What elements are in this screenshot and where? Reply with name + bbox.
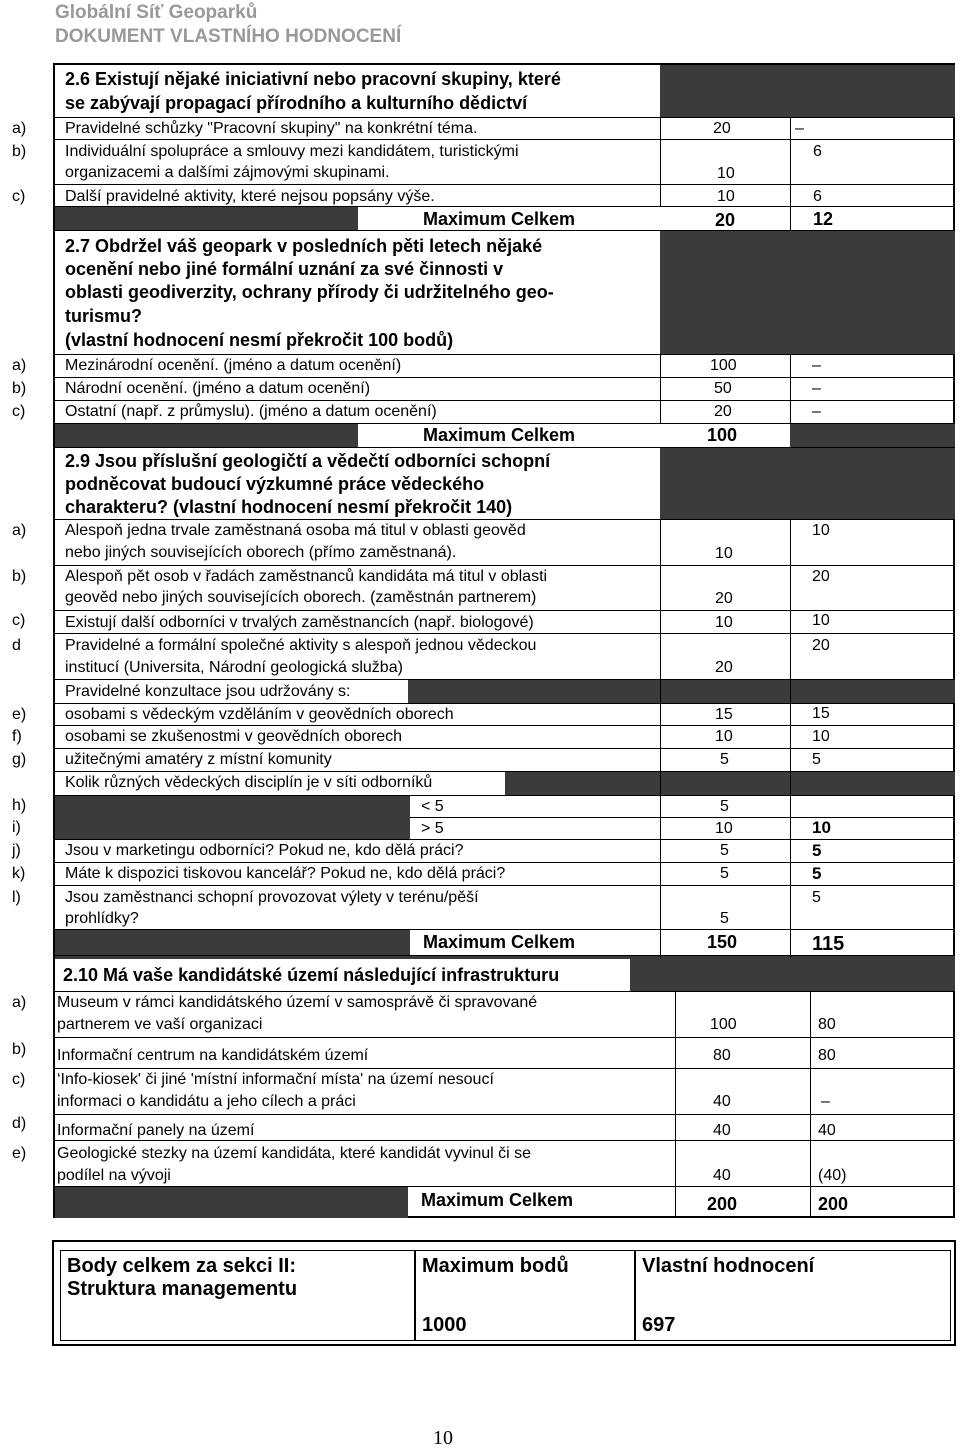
s210-row-a-label: a) [12, 994, 27, 1011]
s27-row-a-max: 100 [710, 357, 737, 374]
s29-row-g-own: 5 [812, 751, 821, 768]
s29-row-g-max: 5 [720, 751, 729, 768]
s26-row-a-text: Pravidelné schůzky "Pracovní skupiny" na konkrétní téma. [65, 120, 478, 137]
summary-own-cell [635, 1250, 951, 1341]
s210-row-c-max: 40 [713, 1093, 731, 1110]
header-line2: DOKUMENT VLASTNÍHO HODNOCENÍ [55, 26, 402, 47]
s27-row-b-label: b) [12, 380, 27, 397]
s29-row-l-label: l) [12, 889, 21, 906]
s29-row-i-own: 10 [812, 818, 831, 837]
s29-consult-heading: Pravidelné konzultace jsou udržovány s: [65, 683, 351, 700]
s27-title-1: 2.7 Obdržel váš geopark v posledních pěti letech nějaké [65, 236, 543, 256]
s29-row-a-label: a) [12, 522, 27, 539]
s29-total-label: Maximum Celkem [423, 932, 576, 952]
s210-total-label: Maximum Celkem [421, 1190, 574, 1210]
s26-row-b-text2: organizacemi a dalšími zájmovými skupinami. [65, 164, 390, 181]
s29-row-h-max: 5 [720, 798, 729, 815]
s26-total-label: Maximum Celkem [423, 209, 576, 229]
s210-row-e-text1: Geologické stezky na území kandidáta, které kandidát vyvinul či se [57, 1145, 532, 1162]
s27-total-right-shade [790, 423, 955, 447]
s29-row-b-text1: Alespoň pět osob v řadách zaměstnanců kandidáta má titul v oblasti [65, 568, 548, 585]
s27-title-3: oblasti geodiverzity, ochrany přírody či udržitelného geo- [65, 282, 554, 302]
s29-title-1: 2.9 Jsou příslušní geologičtí a vědečtí odborníci schopní [65, 451, 551, 471]
s27-header-shade [660, 230, 955, 354]
page-number: 10 [433, 1427, 453, 1449]
s26-row-a-max: 20 [713, 120, 731, 137]
s29-row-e-text: osobami s vědeckým vzděláním v geovědních oborech [65, 706, 454, 723]
summary-max-cell [415, 1250, 635, 1341]
s27-title-2: ocenění nebo jiné formální uznání za své činnosti v [65, 259, 504, 279]
s29-row-d-max: 20 [715, 659, 733, 676]
s29-row-k-text: Máte k dispozici tiskovou kancelář? Pokud ne, kdo dělá práci? [65, 865, 506, 882]
s29-row-a-own: 10 [812, 522, 830, 539]
s27-title-5: (vlastní hodnocení nesmí překročit 100 bodů) [65, 330, 454, 350]
s27-row-c-own: – [812, 403, 821, 420]
s29-row-i-max: 10 [715, 820, 733, 837]
s29-row-f-label: f) [12, 728, 22, 745]
s29-row-b-text2: geověd nebo jiných souvisejících oborech. (zaměstnán partnerem) [65, 589, 537, 606]
s29-row-a-text2: nebo jiných souvisejících oborech (přímo zaměstnaná). [65, 544, 457, 561]
s29-row-j-text: Jsou v marketingu odborníci? Pokud ne, kdo dělá práci? [65, 842, 464, 859]
s29-row-a-text1: Alespoň jedna trvale zaměstnaná osoba má titul v oblasti geověd [65, 522, 526, 539]
s210-row-d-own: 40 [818, 1122, 836, 1139]
s29-row-c-own: 10 [812, 612, 830, 629]
s210-row-d-label: d) [12, 1115, 27, 1132]
s26-row-c-max: 10 [717, 188, 735, 205]
s210-row-b-max: 80 [713, 1047, 731, 1064]
s26-header-shade [660, 65, 955, 117]
s29-row-l-own: 5 [812, 889, 821, 906]
s210-row-e-text2: podílel na vývoji [57, 1167, 171, 1184]
s29-row-l-text1: Jsou zaměstnanci schopní provozovat výlety v terénu/pěší [65, 889, 479, 906]
s26-row-b-text1: Individuální spolupráce a smlouvy mezi kandidátem, turistickými [65, 143, 519, 160]
s29-row-j-max: 5 [720, 842, 729, 859]
s29-row-c-label: c) [12, 612, 26, 629]
s26-row-a-own: – [795, 120, 804, 137]
s210-row-c-label: c) [12, 1071, 26, 1088]
s29-row-b-max: 20 [715, 590, 733, 607]
s210-title: 2.10 Má vaše kandidátské území následující infrastrukturu [63, 965, 560, 985]
evaluation-table [12, 63, 955, 1218]
summary-max-label: Maximum bodů [422, 1255, 569, 1277]
s26-total-max: 20 [715, 210, 736, 230]
summary-own-value: 697 [642, 1314, 676, 1336]
s29-row-g-text: užitečnými amatéry z místní komunity [65, 751, 332, 768]
s26-row-b-label: b) [12, 143, 27, 160]
s29-row-d-own: 20 [812, 637, 830, 654]
s29-row-i-text: > 5 [421, 820, 444, 837]
s29-total-max: 150 [707, 932, 738, 952]
s29-row-h-label: h) [12, 797, 27, 814]
s210-row-c-own: – [821, 1093, 830, 1110]
s26-row-c-own: 6 [813, 188, 822, 205]
s210-row-b-own: 80 [818, 1047, 836, 1064]
s29-row-i-label: i) [12, 819, 21, 836]
s29-row-l-text2: prohlídky? [65, 910, 139, 927]
s29-row-e-own: 15 [812, 705, 830, 722]
summary-label-1: Body celkem za sekci II: [67, 1255, 297, 1277]
s29-row-a-max: 10 [715, 545, 733, 562]
s27-row-a-text: Mezinárodní ocenění. (jméno a datum ocenění) [65, 357, 402, 374]
s210-row-d-max: 40 [713, 1122, 731, 1139]
s27-title-4: turismu? [65, 306, 143, 326]
summary-own-label: Vlastní hodnocení [642, 1255, 815, 1277]
s210-row-b-label: b) [12, 1041, 27, 1058]
s27-row-b-max: 50 [714, 380, 732, 397]
s210-row-a-own: 80 [818, 1016, 836, 1033]
s26-title-1: 2.6 Existují nějaké iniciativní nebo pracovní skupiny, které [65, 69, 561, 89]
s210-row-e-label: e) [12, 1145, 27, 1162]
section-summary-table [52, 1240, 956, 1346]
s27-row-a-own: – [812, 357, 821, 374]
s29-row-h-text: < 5 [421, 798, 444, 815]
summary-max-value: 1000 [422, 1314, 467, 1336]
s210-row-d-text: Informační panely na území [57, 1122, 255, 1139]
header-line1: Globální Síť Geoparků [55, 2, 258, 23]
s29-row-k-own: 5 [812, 864, 822, 883]
s27-row-b-own: – [812, 380, 821, 397]
s29-row-j-label: j) [12, 842, 21, 859]
s210-row-e-max: 40 [713, 1167, 731, 1184]
s210-row-c-text2: informaci o kandidátu a jeho cílech a práci [57, 1093, 356, 1110]
s27-row-a-label: a) [12, 357, 27, 374]
s26-total-left-shade [55, 206, 358, 230]
s29-consult-shade [408, 679, 955, 703]
s210-row-c-text1: ‘Info-kiosek' či jiné 'místní informační místa' na území nesoucí [57, 1071, 494, 1088]
s26-title-2: se zabývají propagací přírodního a kulturního dědictví [65, 93, 528, 113]
s29-row-c-max: 10 [715, 614, 733, 631]
s29-hi-left-shade [55, 795, 410, 839]
s29-row-d-label: d [12, 637, 21, 654]
s210-total-own: 200 [818, 1194, 849, 1214]
s29-row-e-max: 15 [715, 706, 733, 723]
s29-row-d-text2: institucí (Universita, Národní geologická služba) [65, 659, 403, 676]
s210-row-a-max: 100 [710, 1016, 737, 1033]
s27-row-b-text: Národní ocenění. (jméno a datum ocenění) [65, 380, 371, 397]
s29-title-2: podněcovat budoucí výzkumné práce vědeckého [65, 474, 485, 494]
s210-header-shade [630, 959, 955, 991]
s29-row-k-max: 5 [720, 865, 729, 882]
s27-total-label: Maximum Celkem [423, 425, 576, 445]
s27-row-c-max: 20 [714, 403, 732, 420]
s29-row-d-text1: Pravidelné a formální společné aktivity s alespoň jednou vědeckou [65, 637, 537, 654]
s29-row-b-label: b) [12, 568, 27, 585]
s26-row-c-label: c) [12, 188, 26, 205]
s210-row-b-text: Informační centrum na kandidátském území [57, 1047, 369, 1064]
s210-row-e-own: (40) [818, 1167, 847, 1184]
s29-row-e-label: e) [12, 706, 27, 723]
s29-row-k-label: k) [12, 865, 26, 882]
s27-total-max: 100 [707, 425, 738, 445]
summary-label-cell [60, 1250, 415, 1341]
s26-row-b-max: 10 [717, 165, 735, 182]
s27-row-c-label: c) [12, 403, 26, 420]
s26-row-a-label: a) [12, 120, 27, 137]
s26-row-c-text: Další pravidelné aktivity, které nejsou popsány výše. [65, 188, 435, 205]
s27-row-c-text: Ostatní (např. z průmyslu). (jméno a datum ocenění) [65, 403, 437, 420]
s29-total-left-shade [55, 929, 410, 955]
s29-row-f-max: 10 [715, 728, 733, 745]
s29-total-own: 115 [812, 933, 845, 955]
s210-row-a-text2: partnerem ve vaší organizaci [57, 1016, 263, 1033]
s210-total-max: 200 [707, 1194, 738, 1214]
summary-label-2: Struktura managementu [67, 1278, 298, 1300]
s29-disc-heading: Kolik různých vědeckých disciplín je v síti odborníků [65, 774, 433, 791]
s26-total-own: 12 [813, 209, 834, 229]
s29-row-l-max: 5 [720, 910, 729, 927]
s29-disc-shade [505, 771, 955, 795]
s26-row-b-own: 6 [813, 143, 822, 160]
s29-header-shade [660, 447, 955, 519]
s29-row-j-own: 5 [812, 841, 822, 860]
s29-row-f-own: 10 [812, 728, 830, 745]
s29-row-b-own: 20 [812, 568, 830, 585]
s29-row-c-text: Existují další odborníci v trvalých zaměstnancích (např. biologové) [65, 614, 534, 631]
s29-row-g-label: g) [12, 751, 27, 768]
s29-row-f-text: osobami se zkušenostmi v geovědních oborech [65, 728, 403, 745]
s27-total-left-shade [55, 423, 358, 447]
s210-total-left-shade [55, 1186, 408, 1218]
s29-title-3: charakteru? (vlastní hodnocení nesmí překročit 140) [65, 497, 513, 517]
s210-row-a-text1: Museum v rámci kandidátského území v samosprávě či spravované [57, 994, 538, 1011]
